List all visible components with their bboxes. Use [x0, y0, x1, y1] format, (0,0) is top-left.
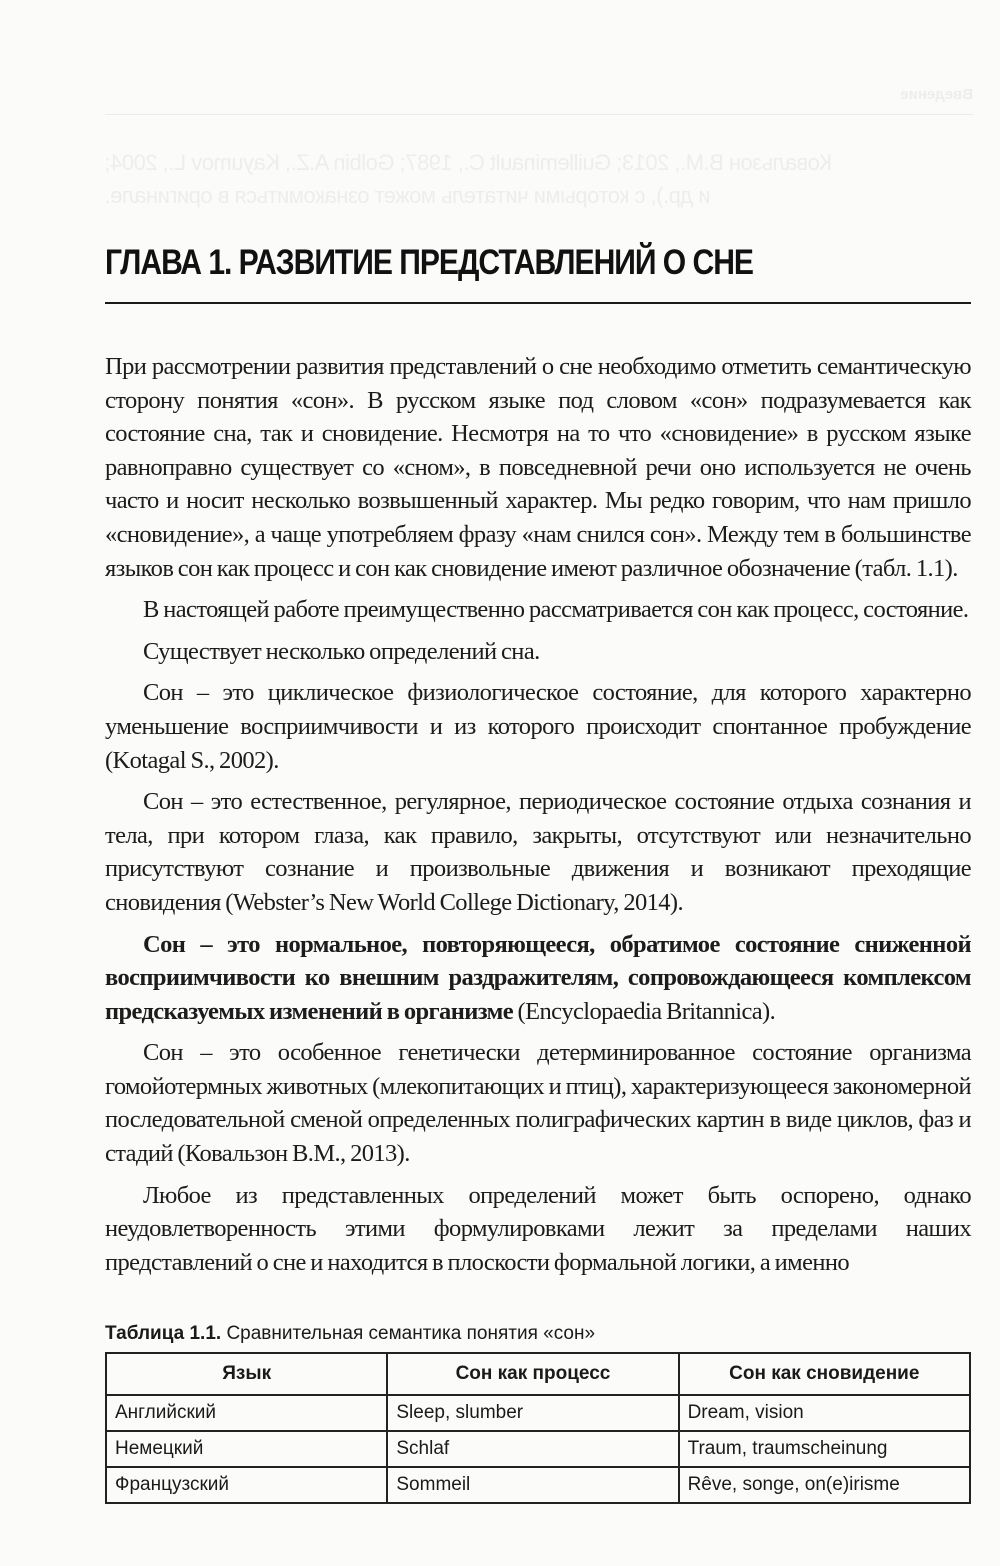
semantics-table: [105, 1352, 971, 1504]
table-cell: Traum, traumscheinung: [679, 1431, 970, 1467]
table-caption: [105, 1323, 595, 1345]
table-cell: Французский: [106, 1467, 387, 1503]
bleed-through-line: и др.), с которыми читатель может ознакомиться в оригинале.: [105, 183, 711, 208]
bold-definition: Сон – это нормальное, повторяющееся, обратимое состояние сниженной восприимчивости ко внешним раздражителям, сопровождающееся комплексом предсказуемых изменений в организме: [105, 930, 971, 1025]
paragraph: Сон – это циклическое физиологическое состояние, для которого характерно уменьшение восприимчивости и из которого происходит спонтанное пробуждение (Kotagal S., 2002).: [105, 679, 971, 774]
table-cell: Dream, vision: [679, 1395, 970, 1431]
citation: (Encyclopaedia Britannica).: [513, 997, 776, 1025]
paragraph: При рассмотрении развития представлений о сне необходимо отметить семантическую сторону понятия «сон». В русском языке под словом «сон» подразумевается как состояние сна, так и сновидение. Несмотря на то что «сновидение» в русском языке равноправно существует со «сном», в повседневной речи оно используется не очень часто и носит несколько возвышенный характер. Мы редко говорим, что нам пришло «сновидение», а чаще употребляем фразу «нам снился сон». Между тем в большинстве языков сон как процесс и сон как сновидение имеют различное обозначение (табл. 1.1).: [105, 353, 971, 582]
table-cell: Английский: [106, 1395, 387, 1431]
paragraph: В настоящей работе преимущественно рассматривается сон как процесс, состояние.: [143, 596, 969, 624]
column-header-sleep-process: Сон как процесс: [387, 1353, 678, 1395]
paragraph: Сон – это особенное генетически детерминированное состояние организма гомойотермных животных (млекопитающих и птиц), характеризующееся закономерной последовательной сменой определенных полиграфических картин в виде циклов, фаз и стадий (Ковальзон В.М., 2013).: [105, 1039, 971, 1168]
paragraph: Существует несколько определений сна.: [143, 637, 540, 665]
table-cell: Немецкий: [106, 1431, 387, 1467]
column-header-language: Язык: [106, 1353, 387, 1395]
table-header-row: [106, 1353, 970, 1395]
chapter-title: ГЛАВА 1. РАЗВИТИЕ ПРЕДСТАВЛЕНИЙ О СНЕ: [105, 243, 753, 282]
bleed-through-header: Введение: [900, 86, 973, 103]
table-cell: Sommeil: [387, 1467, 678, 1503]
paragraph-definition-bold: [105, 928, 971, 1029]
bleed-through-line: Ковальзон В.М., 2013; Guilleminault C., 1987; Golbin A.Z., Kayumov L., 2004;: [105, 150, 833, 175]
table-row: [106, 1467, 970, 1503]
paragraph: Любое из представленных определений может быть оспорено, однако неудовлетворенность этими формулировками лежит за пределами наших представлений о сне и находится в плоскости формальной логики, а именно: [105, 1181, 971, 1276]
table-row: [106, 1431, 970, 1467]
body-text: [105, 350, 971, 1279]
table-caption-label: Таблица 1.1.: [105, 1323, 222, 1344]
table-caption-text: Сравнительная семантика понятия «сон»: [221, 1323, 596, 1344]
table-cell: Sleep, slumber: [387, 1395, 678, 1431]
table-row: [106, 1395, 970, 1431]
column-header-dream: Сон как сновидение: [679, 1353, 970, 1395]
title-divider: [105, 302, 971, 304]
bleed-through-rule: [105, 114, 973, 115]
table-cell: Rêve, songe, on(e)irisme: [679, 1467, 970, 1503]
table-cell: Schlaf: [387, 1431, 678, 1467]
paragraph: Сон – это естественное, регулярное, периодическое состояние отдыха сознания и тела, при котором глаза, как правило, закрыты, отсутствуют или незначительно присутствуют сознание и произвольные движения и возникают преходящие сновидения (Webster’s New World College Dictionary, 2014).: [105, 788, 971, 916]
